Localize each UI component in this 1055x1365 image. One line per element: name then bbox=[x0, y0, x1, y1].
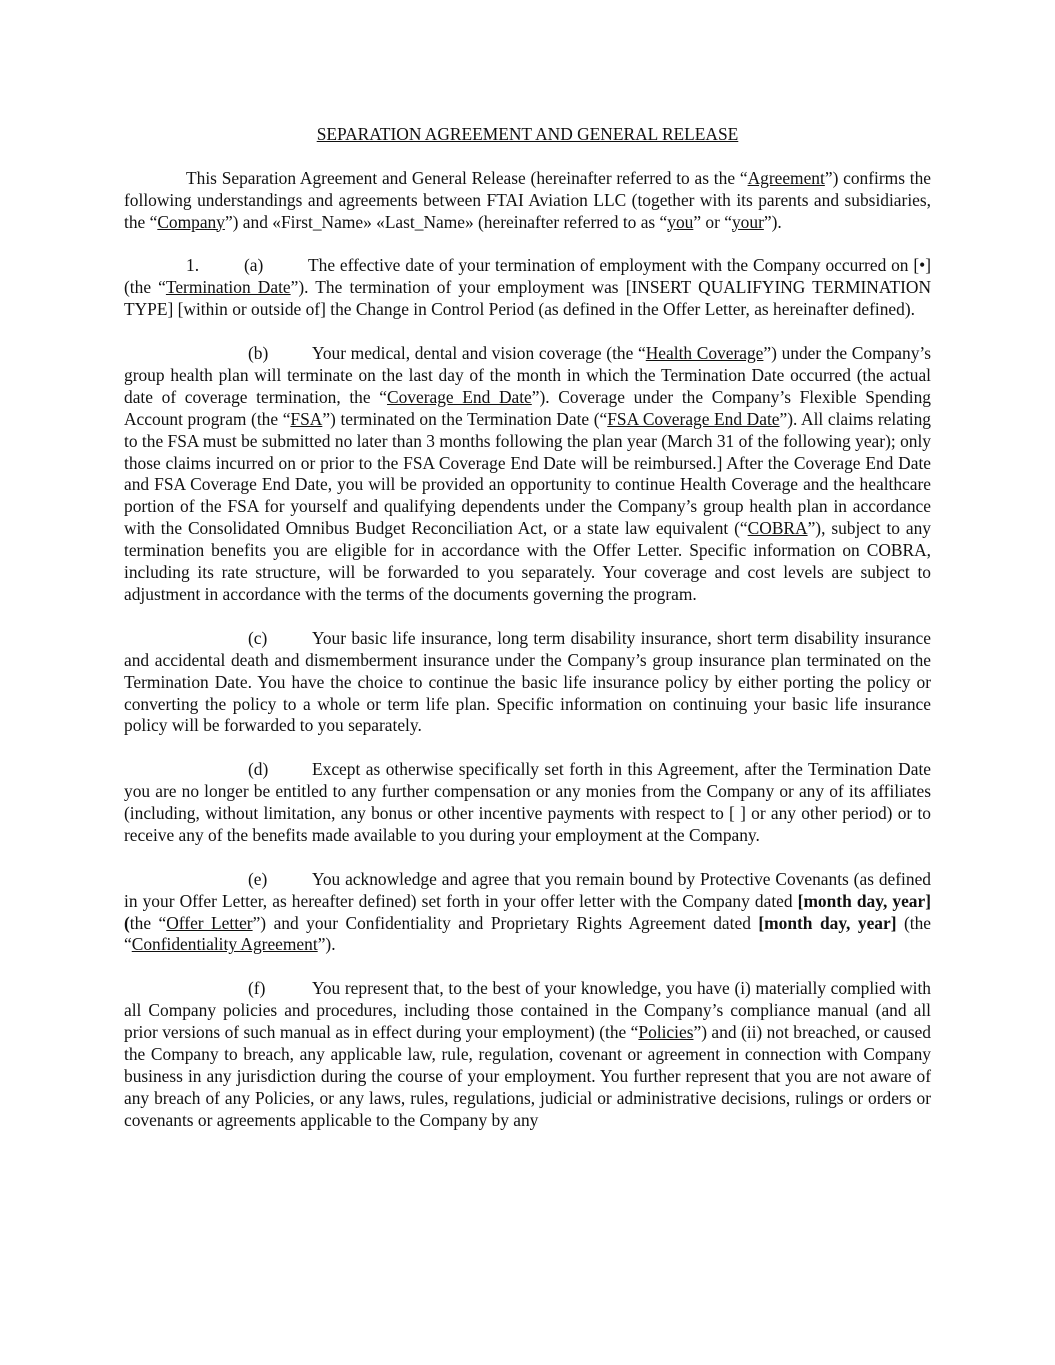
defined-term-offer-letter: Offer Letter bbox=[166, 912, 253, 933]
section-1d: (d) Except as otherwise specifically set forth in this Agreement, after the Termination Date you are no longer be entitled to any further compensation or any monies from the Company or any of its affiliates (including, without limitation, any bonus or other incentive payments with respect to [ ] or any other period) or to receive any of the benefits made available to you during your employment at the Company. bbox=[124, 759, 931, 845]
document-page bbox=[124, 124, 931, 1153]
defined-term-agreement: Agreement bbox=[747, 167, 825, 188]
defined-term-company: Company bbox=[157, 211, 225, 232]
defined-term-your: your bbox=[731, 211, 764, 232]
defined-term-cobra: COBRA bbox=[747, 518, 808, 539]
defined-term-fsa-coverage-end-date: FSA Coverage End Date bbox=[607, 408, 780, 429]
defined-term-health-coverage: Health Coverage bbox=[645, 343, 764, 364]
placeholder-date-offer-letter: [month day, year] ( bbox=[124, 890, 931, 933]
defined-term-coverage-end-date: Coverage End Date bbox=[386, 386, 532, 407]
clause-label: (e) bbox=[248, 868, 268, 889]
defined-term-you: you bbox=[667, 211, 694, 232]
clause-label: (d) bbox=[248, 759, 269, 780]
intro-paragraph: This Separation Agreement and General Release (hereinafter referred to as the “Agreement”) confirms the following understandings and agreements between FTAI Aviation LLC (together with its parents and subsidiaries, the “Company”) and «First_Name» «Last_Name» (hereinafter referred to as “you” or “your”). bbox=[124, 167, 931, 232]
clause-label: (a) bbox=[244, 255, 264, 276]
defined-term-confidentiality-agreement: Confidentiality Agreement bbox=[131, 934, 318, 955]
placeholder-date-confidentiality: [month day, year] bbox=[758, 912, 897, 933]
section-1c: (c) Your basic life insurance, long term disability insurance, short term disability insurance and accidental death and dismemberment insurance under the Company’s group insurance plan terminated on the Termination Date. You have the choice to continue the basic life insurance policy by either porting the policy or converting the policy to a whole or term life plan. Specific information on continuing your basic life insurance policy will be forwarded to you separately. bbox=[124, 627, 931, 736]
section-1b: (b) Your medical, dental and vision coverage (the “Health Coverage”) under the Company’s group health plan will terminate on the last day of the month in which the Termination Date occurred (the actual date of coverage termination, the “Coverage End Date”). Coverage under the Company’s Flexible Spending Account program (the “FSA”) terminated on the Termination Date (“FSA Coverage End Date”). All claims relating to the FSA must be submitted no later than 3 months following the plan year (March 31 of the following year); only those claims incurred on or prior to the FSA Coverage End Date will be reimbursed.] After the Coverage End Date and FSA Coverage End Date, you will be provided an opportunity to continue Health Coverage and the healthcare portion of the FSA for yourself and qualifying dependents under the Company’s group health plan in accordance with the Consolidated Omnibus Budget Reconciliation Act, or a state law equivalent (“COBRA”), subject to any termination benefits you are eligible for in accordance with the Offer Letter. Specific information on COBRA, including its rate structure, will be forwarded to you separately. Your coverage and cost levels are subject to adjustment in accordance with the terms of the documents governing the program. bbox=[124, 343, 932, 604]
defined-term-termination-date: Termination Date bbox=[165, 277, 291, 298]
clause-label: (b) bbox=[248, 343, 269, 364]
clause-label: (c) bbox=[248, 627, 268, 648]
section-1f: (f) You represent that, to the best of your knowledge, you have (i) materially complied with all Company policies and procedures, including those contained in the Company’s compliance manual (and all prior versions of such manual as in effect during your employment) (the “Policies”) and (ii) not breached, or caused the Company to breach, any applicable law, rule, regulation, covenant or agreement in connection with Company business in any jurisdiction during the course of your employment. You further represent that you are not aware of any breach of any Policies, or any laws, rules, regulations, judicial or administrative decisions, rulings or orders or covenants or agreements applicable to the Company by any bbox=[124, 978, 931, 1130]
section-1e: (e) You acknowledge and agree that you remain bound by Protective Covenants (as defined in your Offer Letter, as hereafter defined) set forth in your offer letter with the Company dated [month day, year] (the “Offer Letter”) and your Confidentiality and Proprietary Rights Agreement dated [month day, year] (the “Confidentiality Agreement”). bbox=[124, 868, 932, 955]
defined-term-fsa: FSA bbox=[290, 408, 323, 429]
section-number: 1. bbox=[186, 255, 200, 276]
defined-term-policies: Policies bbox=[638, 1022, 694, 1043]
section-1a: 1. (a) The effective date of your termination of employment with the Company occurred on [•] (the “Termination Date”). The termination of your employment was [INSERT QUALIFYING TERMINATION TYPE] [within or outside of] the Change in Control Period (as defined in the Offer Letter, as hereinafter defined). bbox=[124, 255, 932, 320]
document-title: SEPARATION AGREEMENT AND GENERAL RELEASE bbox=[316, 124, 739, 144]
clause-label: (f) bbox=[248, 978, 266, 999]
